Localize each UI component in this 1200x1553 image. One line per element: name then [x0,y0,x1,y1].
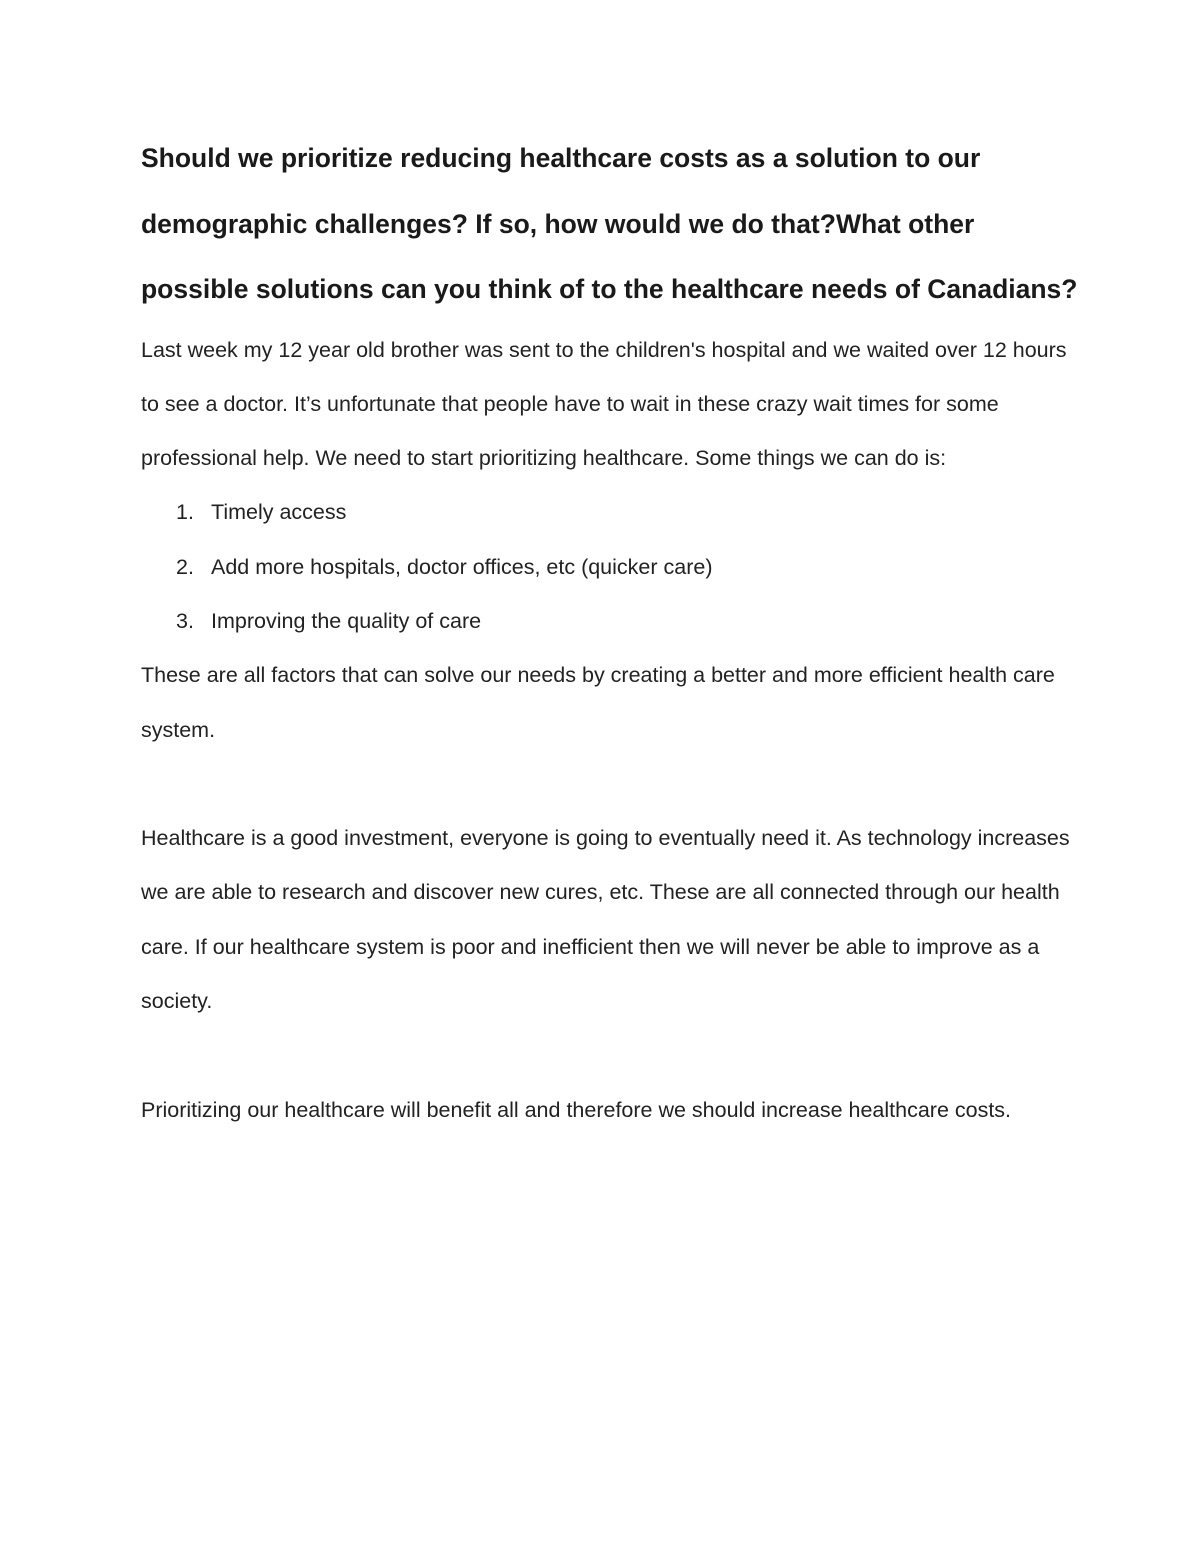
list-item-text: Timely access [211,500,347,525]
document-title: Should we prioritize reducing healthcare costs as a solution to our demographic challenges? If so, how would we do that?What other possible solutions can you think of to the healthcare needs of Canadians? [141,143,1078,304]
intro-paragraph: Last week my 12 year old brother was sent to the children's hospital and we waited over 12 hours to see a doctor. It’s unfortunate that people have to wait in these crazy wait times for some professional help. We need to start prioritizing healthcare. Some things we can do is: [141,337,1067,471]
list-item-number: 1. [176,500,194,525]
blank-line [141,1028,1081,1082]
list-item [141,594,1081,648]
document-body [141,126,1081,1137]
paragraph-conclusion: Prioritizing our healthcare will benefit all and therefore we should increase healthcare costs. [141,1097,1012,1122]
numbered-list [141,485,1081,648]
paragraph-investment: Healthcare is a good investment, everyone is going to eventually need it. As technology increases we are able to research and discover new cures, etc. These are all connected through our health care. If our healthcare system is poor and inefficient then we will never be able to improve as a society. [141,826,1070,1014]
blank-line [141,757,1081,811]
list-item [141,485,1081,539]
list-item [141,540,1081,594]
list-item-number: 2. [176,554,194,579]
list-item-text: Improving the quality of care [211,608,482,633]
paragraph-after-list: These are all factors that can solve our needs by creating a better and more efficient health care system. [141,663,1055,742]
list-item-text: Add more hospitals, doctor offices, etc (quicker care) [211,554,713,579]
list-item-number: 3. [176,608,194,633]
